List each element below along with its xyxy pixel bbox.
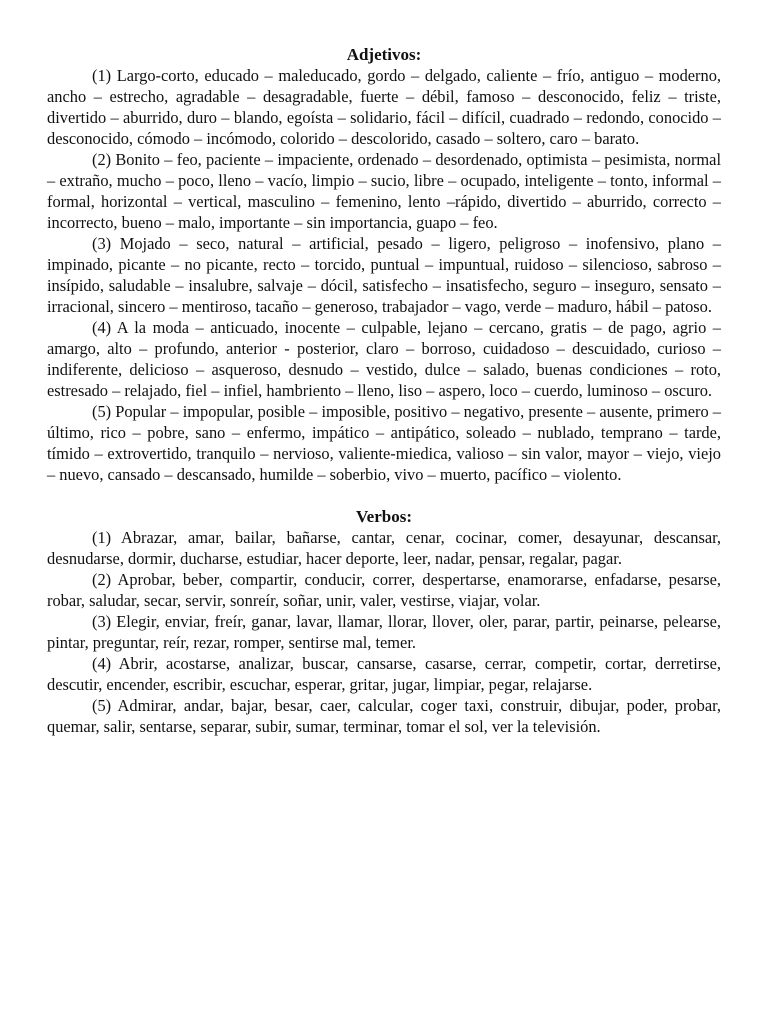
verbos-paragraph-2: (2) Aprobar, beber, compartir, conducir, correr, despertarse, enamorarse, enfadarse, pesarse, robar, saludar, secar, servir, sonreír, soñar, unir, valer, vestirse, viajar, volar. [47, 570, 721, 610]
verbos-paragraph-1: (1) Abrazar, amar, bailar, bañarse, cantar, cenar, cocinar, comer, desayunar, descansar, desnudarse, dormir, ducharse, estudiar, hacer deporte, leer, nadar, pensar, regalar, pagar. [47, 528, 721, 568]
adjetivos-heading: Adjetivos: [346, 45, 422, 64]
adjetivos-paragraph-3: (3) Mojado – seco, natural – artificial, pesado – ligero, peligroso – inofensivo, plano – impinado, picante – no picante, recto – torcido, puntual – impuntual, ruidoso – silencioso, sabroso – insípido, saludable – insalubre, salvaje – dócil, satisfecho – insatisfecho, seguro – inseguro, sensato – irracional, sincero – mentiroso, tacaño – generoso, trabajador – vago, verde – maduro, hábil – patoso. [47, 234, 721, 316]
verbos-paragraph-5: (5) Admirar, andar, bajar, besar, caer, calcular, coger taxi, construir, dibujar, poder, probar, quemar, salir, sentarse, separar, subir, sumar, terminar, tomar el sol, ver la televisión. [47, 696, 721, 736]
document-page [47, 44, 721, 737]
verbos-section [47, 506, 721, 737]
adjetivos-section [47, 44, 721, 485]
adjetivos-paragraph-5: (5) Popular – impopular, posible – imposible, positivo – negativo, presente – ausente, primero – último, rico – pobre, sano – enfermo, impático – antipático, soleado – nublado, temprano – tarde, tímido – extrovertido, tranquilo – nervioso, valiente-miedica, valioso – sin valor, mayor – viejo, viejo – nuevo, cansado – descansado, humilde – soberbio, vivo – muerto, pacífico – violento. [47, 402, 721, 484]
adjetivos-paragraph-2: (2) Bonito – feo, paciente – impaciente, ordenado – desordenado, optimista – pesimista, normal – extraño, mucho – poco, lleno – vacío, limpio – sucio, libre – ocupado, inteligente – tonto, informal – formal, horizontal – vertical, masculino – femenino, lento –rápido, divertido – aburrido, correcto – incorrecto, bueno – malo, importante – sin importancia, guapo – feo. [47, 150, 721, 232]
verbos-paragraph-3: (3) Elegir, enviar, freír, ganar, lavar, llamar, llorar, llover, oler, parar, partir, peinarse, pelearse, pintar, preguntar, reír, rezar, romper, sentirse mal, temer. [47, 612, 721, 652]
adjetivos-paragraph-1: (1) Largo-corto, educado – maleducado, gordo – delgado, caliente – frío, antiguo – moderno, ancho – estrecho, agradable – desagradable, fuerte – débil, famoso – desconocido, feliz – triste, divertido – aburrido, duro – blando, egoísta – solidario, fácil – difícil, cuadrado – redondo, conocido – desconocido, cómodo – incómodo, colorido – descolorido, casado – soltero, caro – barato. [47, 66, 721, 148]
verbos-heading: Verbos: [355, 507, 413, 526]
section-spacer [47, 485, 721, 506]
verbos-paragraph-4: (4) Abrir, acostarse, analizar, buscar, cansarse, casarse, cerrar, competir, cortar, derretirse, descutir, encender, escribir, escuchar, esperar, gritar, jugar, limpiar, pegar, relajarse. [47, 654, 721, 694]
adjetivos-paragraph-4: (4) A la moda – anticuado, inocente – culpable, lejano – cercano, gratis – de pago, agrio – amargo, alto – profundo, anterior - posterior, claro – borroso, cuidadoso – descuidado, curioso – indiferente, delicioso – asqueroso, desnudo – vestido, dulce – salado, buenas condiciones – roto, estresado – relajado, fiel – infiel, hambriento – lleno, liso – aspero, loco – cuerdo, luminoso – oscuro. [47, 318, 721, 400]
